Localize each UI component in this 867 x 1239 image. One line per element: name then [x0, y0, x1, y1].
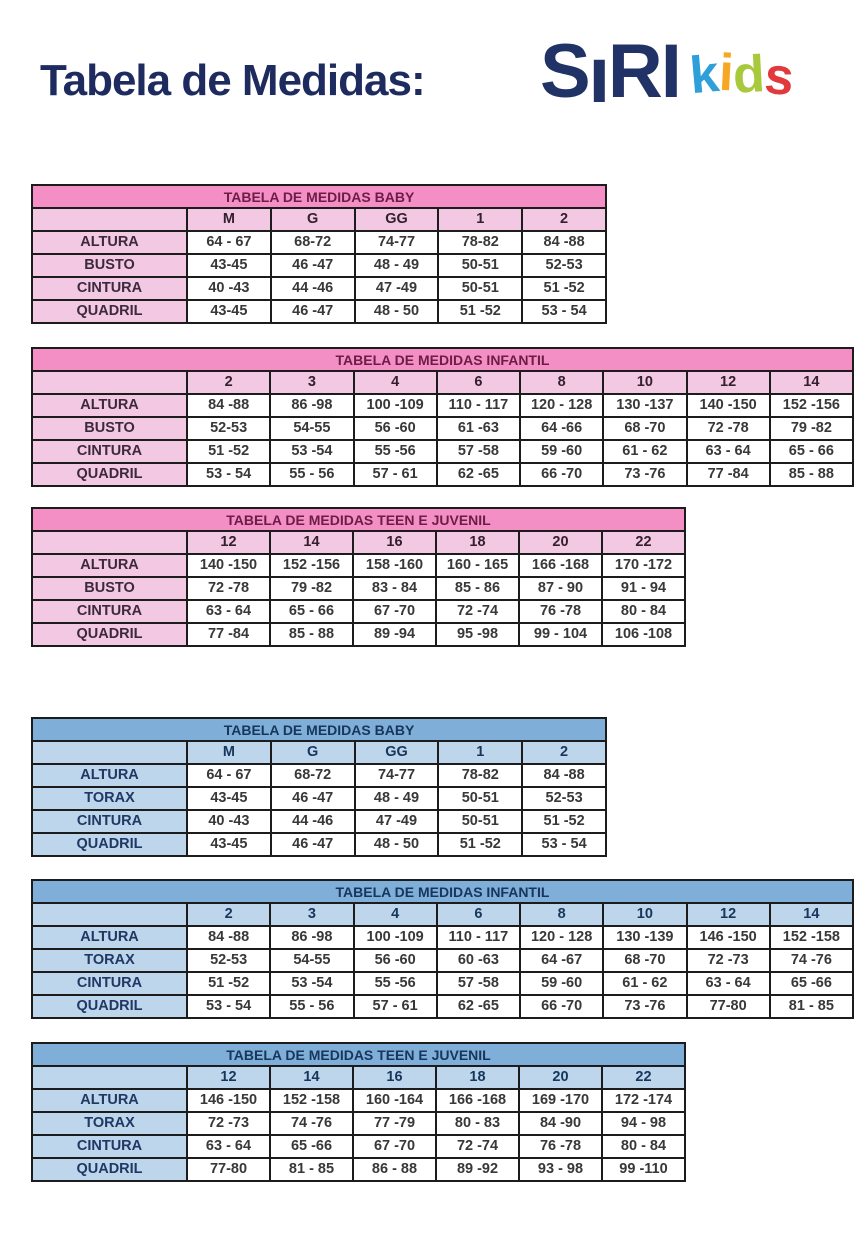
value-cell: 57 -58	[437, 440, 520, 463]
value-cell: 160 - 165	[436, 554, 519, 577]
row-label: BUSTO	[32, 254, 187, 277]
size-header-cell: 12	[187, 1066, 270, 1089]
value-cell: 50-51	[438, 277, 522, 300]
size-header-cell: 22	[602, 531, 685, 554]
value-cell: 81 - 85	[770, 995, 853, 1018]
row-label: QUADRIL	[32, 623, 187, 646]
row-label: CINTURA	[32, 277, 187, 300]
value-cell: 74-77	[355, 764, 439, 787]
value-cell: 77 -84	[187, 623, 270, 646]
row-label: BUSTO	[32, 417, 187, 440]
corner-cell	[32, 371, 187, 394]
page-title: Tabela de Medidas:	[40, 56, 425, 105]
value-cell: 76 -78	[519, 600, 602, 623]
size-header-cell: 18	[436, 1066, 519, 1089]
value-cell: 166 -168	[519, 554, 602, 577]
value-cell: 65 - 66	[770, 440, 853, 463]
size-header-cell: 1	[438, 208, 522, 231]
value-cell: 146 -150	[687, 926, 770, 949]
value-cell: 65 - 66	[270, 600, 353, 623]
value-cell: 44 -46	[271, 810, 355, 833]
value-cell: 51 -52	[187, 972, 270, 995]
size-header-cell: M	[187, 741, 271, 764]
value-cell: 87 - 90	[519, 577, 602, 600]
value-cell: 172 -174	[602, 1089, 685, 1112]
value-cell: 74 -76	[270, 1112, 353, 1135]
value-cell: 84 -88	[187, 394, 270, 417]
value-cell: 48 - 50	[355, 300, 439, 323]
table-title: TABELA DE MEDIDAS TEEN E JUVENIL	[32, 508, 685, 531]
value-cell: 100 -109	[354, 926, 437, 949]
value-cell: 40 -43	[187, 810, 271, 833]
table-row	[32, 300, 606, 323]
value-cell: 56 -60	[354, 949, 437, 972]
value-cell: 50-51	[438, 787, 522, 810]
size-header-cell: 4	[354, 903, 437, 926]
table-row	[32, 554, 685, 577]
value-cell: 120 - 128	[520, 394, 603, 417]
value-cell: 85 - 86	[436, 577, 519, 600]
value-cell: 65 -66	[270, 1135, 353, 1158]
value-cell: 73 -76	[603, 463, 686, 486]
value-cell: 63 - 64	[187, 600, 270, 623]
value-cell: 64 -66	[520, 417, 603, 440]
value-cell: 72 -73	[187, 1112, 270, 1135]
value-cell: 152 -158	[770, 926, 853, 949]
value-cell: 55 -56	[354, 972, 437, 995]
corner-cell	[32, 531, 187, 554]
value-cell: 77 -79	[353, 1112, 436, 1135]
value-cell: 72 -78	[187, 577, 270, 600]
value-cell: 72 -74	[436, 600, 519, 623]
siri-kids-logo	[540, 29, 797, 116]
size-header-cell: GG	[355, 208, 439, 231]
table-title: TABELA DE MEDIDAS INFANTIL	[32, 880, 853, 903]
value-cell: 53 - 54	[522, 833, 606, 856]
size-header-cell: 12	[687, 903, 770, 926]
row-label: QUADRIL	[32, 463, 187, 486]
value-cell: 99 - 104	[519, 623, 602, 646]
value-cell: 94 - 98	[602, 1112, 685, 1135]
value-cell: 66 -70	[520, 995, 603, 1018]
size-header-cell: 10	[603, 903, 686, 926]
corner-cell	[32, 903, 187, 926]
value-cell: 52-53	[522, 787, 606, 810]
value-cell: 65 -66	[770, 972, 853, 995]
value-cell: 158 -160	[353, 554, 436, 577]
value-cell: 62 -65	[437, 995, 520, 1018]
value-cell: 78-82	[438, 764, 522, 787]
row-label: CINTURA	[32, 1135, 187, 1158]
value-cell: 63 - 64	[687, 440, 770, 463]
value-cell: 170 -172	[602, 554, 685, 577]
size-header-cell: 8	[520, 371, 603, 394]
size-header-cell: 1	[438, 741, 522, 764]
value-cell: 67 -70	[353, 1135, 436, 1158]
table-row	[32, 764, 606, 787]
value-cell: 52-53	[522, 254, 606, 277]
value-cell: 166 -168	[436, 1089, 519, 1112]
value-cell: 51 -52	[438, 833, 522, 856]
table-row	[32, 440, 853, 463]
value-cell: 51 -52	[522, 810, 606, 833]
value-cell: 78-82	[438, 231, 522, 254]
value-cell: 91 - 94	[602, 577, 685, 600]
size-header-cell: 14	[770, 371, 853, 394]
value-cell: 68-72	[271, 231, 355, 254]
value-cell: 99 -110	[602, 1158, 685, 1181]
table-row	[32, 833, 606, 856]
value-cell: 83 - 84	[353, 577, 436, 600]
table-row	[32, 277, 606, 300]
value-cell: 46 -47	[271, 787, 355, 810]
value-cell: 60 -63	[437, 949, 520, 972]
row-label: QUADRIL	[32, 1158, 187, 1181]
value-cell: 68 -70	[603, 949, 686, 972]
value-cell: 84 -90	[519, 1112, 602, 1135]
value-cell: 51 -52	[187, 440, 270, 463]
size-table-teen-juvenil-blue	[31, 1042, 686, 1182]
value-cell: 72 -74	[436, 1135, 519, 1158]
value-cell: 61 -63	[437, 417, 520, 440]
value-cell: 140 -150	[187, 554, 270, 577]
value-cell: 77 -84	[687, 463, 770, 486]
table-row	[32, 926, 853, 949]
value-cell: 68-72	[271, 764, 355, 787]
value-cell: 110 - 117	[437, 926, 520, 949]
size-header-cell: 6	[437, 903, 520, 926]
value-cell: 57 - 61	[354, 463, 437, 486]
size-table-teen-juvenil-pink	[31, 507, 686, 647]
row-label: ALTURA	[32, 394, 187, 417]
value-cell: 46 -47	[271, 833, 355, 856]
value-cell: 152 -158	[270, 1089, 353, 1112]
table-row	[32, 394, 853, 417]
size-header-cell: 14	[270, 531, 353, 554]
row-label: ALTURA	[32, 1089, 187, 1112]
table-row	[32, 417, 853, 440]
row-label: QUADRIL	[32, 300, 187, 323]
size-header-cell: 14	[770, 903, 853, 926]
value-cell: 56 -60	[354, 417, 437, 440]
value-cell: 57 -58	[437, 972, 520, 995]
value-cell: 48 - 49	[355, 254, 439, 277]
row-label: ALTURA	[32, 554, 187, 577]
value-cell: 64 - 67	[187, 764, 271, 787]
value-cell: 43-45	[187, 833, 271, 856]
size-header-cell: 10	[603, 371, 686, 394]
value-cell: 84 -88	[522, 764, 606, 787]
size-header-cell: 18	[436, 531, 519, 554]
value-cell: 85 - 88	[770, 463, 853, 486]
table-row	[32, 972, 853, 995]
corner-cell	[32, 208, 187, 231]
value-cell: 73 -76	[603, 995, 686, 1018]
value-cell: 66 -70	[520, 463, 603, 486]
value-cell: 50-51	[438, 254, 522, 277]
value-cell: 57 - 61	[354, 995, 437, 1018]
size-header-cell: 8	[520, 903, 603, 926]
row-label: TORAX	[32, 949, 187, 972]
value-cell: 152 -156	[270, 554, 353, 577]
row-label: QUADRIL	[32, 995, 187, 1018]
table-row	[32, 577, 685, 600]
value-cell: 64 -67	[520, 949, 603, 972]
value-cell: 106 -108	[602, 623, 685, 646]
row-label: CINTURA	[32, 972, 187, 995]
kids-wordmark	[687, 43, 797, 108]
value-cell: 77-80	[687, 995, 770, 1018]
siri-letter: I	[660, 29, 680, 114]
size-header-cell: 3	[270, 371, 353, 394]
value-cell: 84 -88	[187, 926, 270, 949]
size-header-cell: G	[271, 741, 355, 764]
row-label: CINTURA	[32, 600, 187, 623]
value-cell: 47 -49	[355, 277, 439, 300]
table-row	[32, 810, 606, 833]
table-row	[32, 623, 685, 646]
value-cell: 100 -109	[354, 394, 437, 417]
value-cell: 130 -139	[603, 926, 686, 949]
value-cell: 79 -82	[770, 417, 853, 440]
value-cell: 80 - 84	[602, 600, 685, 623]
value-cell: 54-55	[270, 417, 353, 440]
table-row	[32, 600, 685, 623]
size-header-cell: 20	[519, 531, 602, 554]
table-row	[32, 949, 853, 972]
value-cell: 40 -43	[187, 277, 271, 300]
value-cell: 46 -47	[271, 254, 355, 277]
value-cell: 62 -65	[437, 463, 520, 486]
table-row	[32, 254, 606, 277]
value-cell: 52-53	[187, 949, 270, 972]
row-label: ALTURA	[32, 231, 187, 254]
value-cell: 47 -49	[355, 810, 439, 833]
size-header-cell: 14	[270, 1066, 353, 1089]
table-title: TABELA DE MEDIDAS TEEN E JUVENIL	[32, 1043, 685, 1066]
row-label: CINTURA	[32, 440, 187, 463]
kids-letter: s	[762, 46, 797, 108]
table-row	[32, 463, 853, 486]
value-cell: 43-45	[187, 254, 271, 277]
value-cell: 51 -52	[438, 300, 522, 323]
value-cell: 146 -150	[187, 1089, 270, 1112]
row-label: TORAX	[32, 787, 187, 810]
value-cell: 59 -60	[520, 972, 603, 995]
value-cell: 86 -98	[270, 394, 353, 417]
value-cell: 72 -78	[687, 417, 770, 440]
page-header	[0, 0, 867, 160]
value-cell: 48 - 50	[355, 833, 439, 856]
value-cell: 130 -137	[603, 394, 686, 417]
value-cell: 79 -82	[270, 577, 353, 600]
value-cell: 77-80	[187, 1158, 270, 1181]
value-cell: 120 - 128	[520, 926, 603, 949]
corner-cell	[32, 741, 187, 764]
value-cell: 53 - 54	[187, 463, 270, 486]
size-header-cell: 2	[522, 741, 606, 764]
size-header-cell: 6	[437, 371, 520, 394]
value-cell: 86 - 88	[353, 1158, 436, 1181]
size-header-cell: 2	[187, 371, 270, 394]
value-cell: 61 - 62	[603, 440, 686, 463]
row-label: BUSTO	[32, 577, 187, 600]
value-cell: 64 - 67	[187, 231, 271, 254]
value-cell: 67 -70	[353, 600, 436, 623]
row-label: CINTURA	[32, 810, 187, 833]
size-header-cell: 12	[687, 371, 770, 394]
size-header-cell: 2	[522, 208, 606, 231]
table-title: TABELA DE MEDIDAS BABY	[32, 185, 606, 208]
value-cell: 51 -52	[522, 277, 606, 300]
value-cell: 169 -170	[519, 1089, 602, 1112]
row-label: ALTURA	[32, 764, 187, 787]
value-cell: 43-45	[187, 787, 271, 810]
size-header-cell: M	[187, 208, 271, 231]
row-label: QUADRIL	[32, 833, 187, 856]
value-cell: 48 - 49	[355, 787, 439, 810]
corner-cell	[32, 1066, 187, 1089]
size-table-infantil-blue	[31, 879, 854, 1019]
value-cell: 55 - 56	[270, 463, 353, 486]
value-cell: 50-51	[438, 810, 522, 833]
size-header-cell: 2	[187, 903, 270, 926]
table-row	[32, 995, 853, 1018]
value-cell: 110 - 117	[437, 394, 520, 417]
size-header-cell: 16	[353, 1066, 436, 1089]
kids-letter: k	[687, 44, 722, 106]
value-cell: 53 - 54	[187, 995, 270, 1018]
size-table-baby-pink	[31, 184, 607, 324]
siri-letter: I	[588, 47, 608, 116]
value-cell: 152 -156	[770, 394, 853, 417]
table-title: TABELA DE MEDIDAS INFANTIL	[32, 348, 853, 371]
value-cell: 84 -88	[522, 231, 606, 254]
size-table-infantil-pink	[31, 347, 854, 487]
table-row	[32, 1089, 685, 1112]
value-cell: 85 - 88	[270, 623, 353, 646]
value-cell: 140 -150	[687, 394, 770, 417]
value-cell: 89 -92	[436, 1158, 519, 1181]
value-cell: 74 -76	[770, 949, 853, 972]
row-label: ALTURA	[32, 926, 187, 949]
value-cell: 53 -54	[270, 972, 353, 995]
row-label: TORAX	[32, 1112, 187, 1135]
size-table-baby-blue	[31, 717, 607, 857]
value-cell: 53 -54	[270, 440, 353, 463]
value-cell: 52-53	[187, 417, 270, 440]
value-cell: 59 -60	[520, 440, 603, 463]
size-header-cell: G	[271, 208, 355, 231]
value-cell: 81 - 85	[270, 1158, 353, 1181]
size-header-cell: 16	[353, 531, 436, 554]
value-cell: 86 -98	[270, 926, 353, 949]
value-cell: 68 -70	[603, 417, 686, 440]
size-header-cell: 22	[602, 1066, 685, 1089]
value-cell: 46 -47	[271, 300, 355, 323]
kids-letter: d	[731, 45, 767, 105]
table-row	[32, 787, 606, 810]
value-cell: 61 - 62	[603, 972, 686, 995]
value-cell: 95 -98	[436, 623, 519, 646]
table-title: TABELA DE MEDIDAS BABY	[32, 718, 606, 741]
value-cell: 74-77	[355, 231, 439, 254]
size-header-cell: 3	[270, 903, 353, 926]
table-row	[32, 231, 606, 254]
table-row	[32, 1158, 685, 1181]
value-cell: 72 -73	[687, 949, 770, 972]
value-cell: 43-45	[187, 300, 271, 323]
kids-letter: i	[717, 43, 735, 103]
size-header-cell: 12	[187, 531, 270, 554]
size-header-cell: GG	[355, 741, 439, 764]
table-row	[32, 1135, 685, 1158]
value-cell: 55 -56	[354, 440, 437, 463]
siri-letter: R	[607, 29, 661, 114]
value-cell: 54-55	[270, 949, 353, 972]
value-cell: 160 -164	[353, 1089, 436, 1112]
value-cell: 63 - 64	[687, 972, 770, 995]
size-header-cell: 4	[354, 371, 437, 394]
value-cell: 80 - 83	[436, 1112, 519, 1135]
value-cell: 55 - 56	[270, 995, 353, 1018]
value-cell: 63 - 64	[187, 1135, 270, 1158]
size-header-cell: 20	[519, 1066, 602, 1089]
table-row	[32, 1112, 685, 1135]
siri-letter: S	[540, 29, 589, 114]
siri-wordmark	[540, 29, 680, 116]
value-cell: 80 - 84	[602, 1135, 685, 1158]
value-cell: 93 - 98	[519, 1158, 602, 1181]
value-cell: 44 -46	[271, 277, 355, 300]
value-cell: 76 -78	[519, 1135, 602, 1158]
value-cell: 53 - 54	[522, 300, 606, 323]
value-cell: 89 -94	[353, 623, 436, 646]
